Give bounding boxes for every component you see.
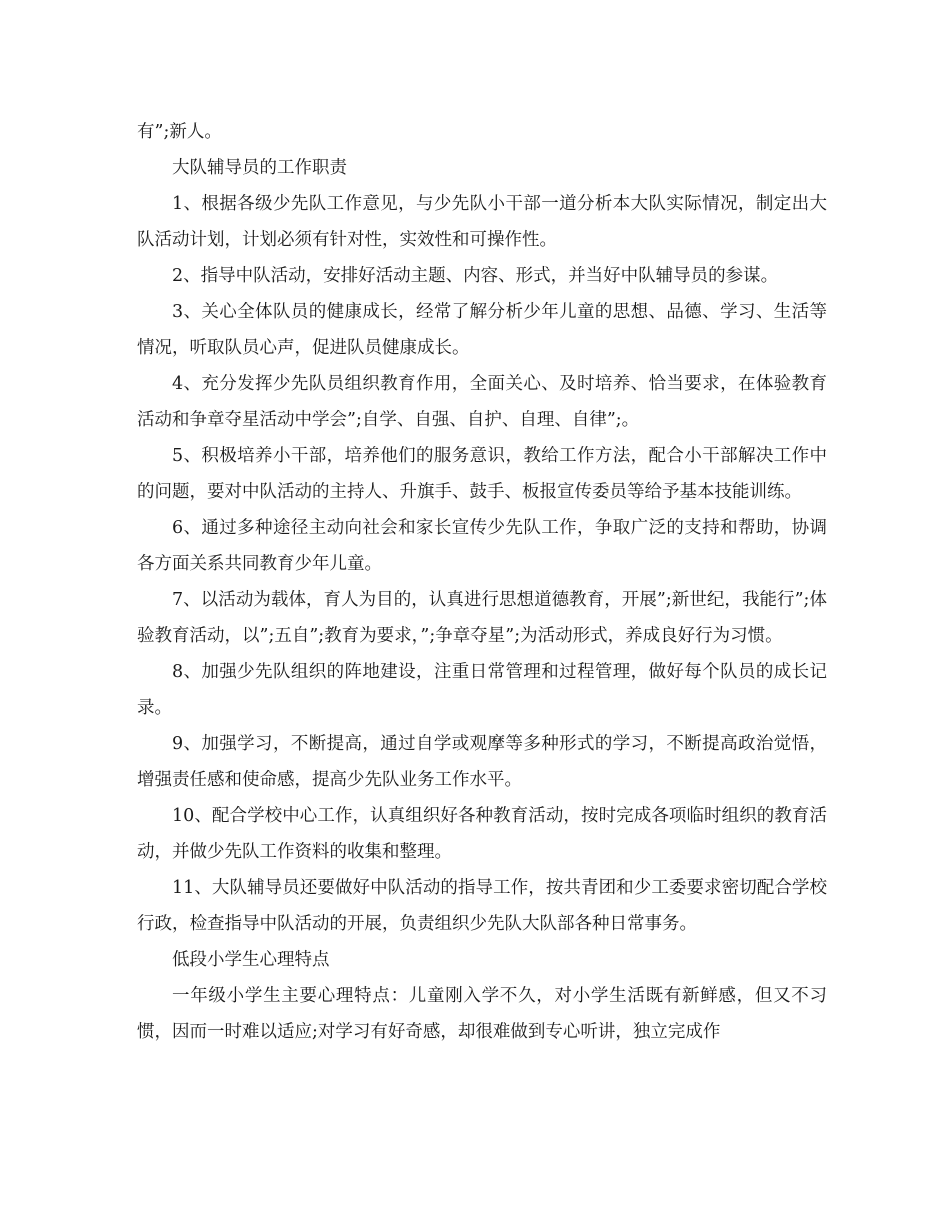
psychology-paragraph: 一年级小学生主要心理特点：儿童刚入学不久，对小学生活既有新鲜感，但又不习惯，因而一时难以适应;对学习有好奇感，却很难做到专心听讲，独立完成作 (137, 986, 827, 1042)
duty-item-11: 11、大队辅导员还要做好中队活动的指导工作，按共青团和少工委要求密切配合学校行政，检查指导中队活动的开展，负责组织少先队大队部各种日常事务。 (137, 878, 827, 934)
duty-item-1: 1、根据各级少先队工作意见，与少先队小干部一道分析本大队实际情况，制定出大队活动计划，计划必须有针对性，实效性和可操作性。 (137, 194, 827, 250)
duty-item-2: 2、指导中队活动，安排好活动主题、内容、形式，并当好中队辅导员的参谋。 (172, 266, 779, 286)
section-heading-psychology: 低段小学生心理特点 (172, 950, 330, 970)
document-body (137, 114, 827, 1050)
duty-item-6: 6、通过多种途径主动向社会和家长宣传少先队工作，争取广泛的支持和帮助，协调各方面关系共同教育少年儿童。 (137, 518, 827, 574)
section-heading-duties: 大队辅导员的工作职责 (172, 158, 347, 178)
paragraph-continuation: 有”;新人。 (137, 122, 222, 142)
duty-item-8: 8、加强少先队组织的阵地建设，注重日常管理和过程管理，做好每个队员的成长记录。 (137, 662, 827, 718)
duty-item-9: 9、加强学习，不断提高，通过自学或观摩等多种形式的学习，不断提高政治觉悟，增强责任感和使命感，提高少先队业务工作水平。 (137, 734, 827, 790)
duty-item-3: 3、关心全体队员的健康成长，经常了解分析少年儿童的思想、品德、学习、生活等情况，听取队员心声，促进队员健康成长。 (137, 302, 827, 358)
duty-item-7: 7、以活动为载体，育人为目的，认真进行思想道德教育，开展”;新世纪，我能行”;体验教育活动，以”;五自”;教育为要求，”;争章夺星”;为活动形式，养成良好行为习惯。 (137, 590, 827, 646)
duty-item-5: 5、积极培养小干部，培养他们的服务意识，教给工作方法，配合小干部解决工作中的问题，要对中队活动的主持人、升旗手、鼓手、板报宣传委员等给予基本技能训练。 (137, 446, 827, 502)
duty-item-10: 10、配合学校中心工作，认真组织好各种教育活动，按时完成各项临时组织的教育活动，并做少先队工作资料的收集和整理。 (137, 806, 827, 862)
duty-item-4: 4、充分发挥少先队员组织教育作用，全面关心、及时培养、恰当要求，在体验教育活动和争章夺星活动中学会”;自学、自强、自护、自理、自律”;。 (137, 374, 827, 430)
